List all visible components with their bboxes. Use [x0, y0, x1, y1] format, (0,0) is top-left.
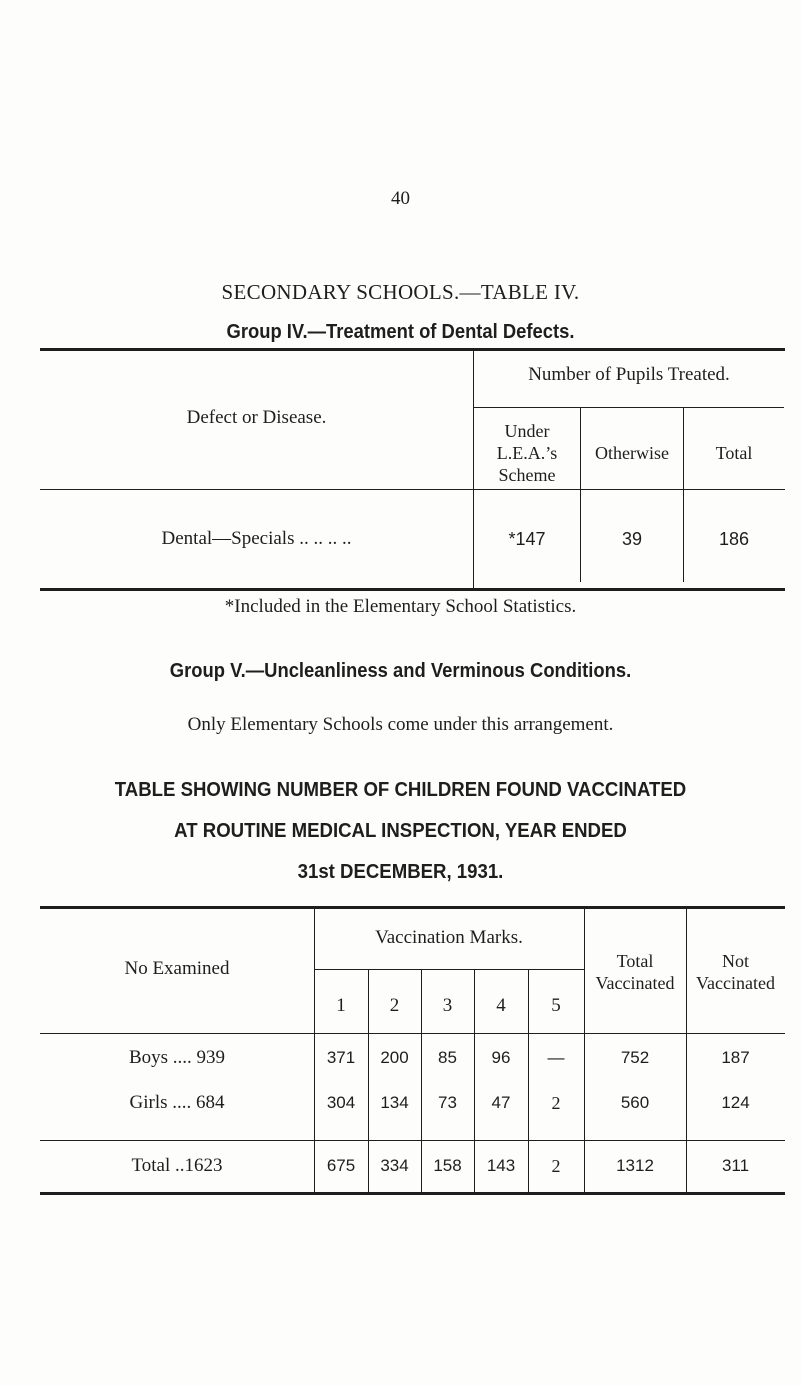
- group-v-note: Only Elementary Schools come under this arrangement.: [187, 714, 614, 735]
- mark-col-4: 4: [496, 995, 506, 1016]
- table-iv-top-rule: [40, 348, 785, 351]
- col-otherwise-header: Otherwise: [595, 443, 669, 463]
- cell: 143: [486, 1156, 516, 1175]
- cell: 96: [491, 1048, 511, 1067]
- cell: 124: [721, 1093, 750, 1112]
- group-v-heading: Group V.—Uncleanliness and Verminous Conditions.: [169, 660, 632, 682]
- cell: 2: [551, 1156, 561, 1176]
- table-iv-divider: [683, 408, 684, 582]
- table-iv-bottom-rule: [40, 588, 785, 591]
- defect-header: Defect or Disease.: [186, 407, 327, 428]
- header-not-vaccinated: Not Vaccinated: [696, 951, 775, 993]
- row-label: Total ..1623: [131, 1155, 223, 1176]
- vaccination-bottom-rule: [40, 1192, 785, 1195]
- mark-col-2: 2: [389, 995, 400, 1016]
- cell: 200: [380, 1048, 409, 1067]
- table-iv-header-rule: [40, 489, 785, 490]
- cell: 371: [326, 1048, 356, 1067]
- mark-col-5: 5: [551, 995, 561, 1016]
- cell: 73: [438, 1093, 457, 1112]
- table-iv-subheader-rule: [474, 407, 784, 408]
- header-total-vaccinated: Total Vaccinated: [595, 951, 675, 993]
- vaccination-header-rule: [40, 1033, 785, 1034]
- cell: 2: [551, 1093, 561, 1113]
- vaccination-heading-line-1: TABLE SHOWING NUMBER OF CHILDREN FOUND VACCINATED: [114, 779, 687, 801]
- header-examined: No Examined: [124, 958, 230, 979]
- cell: 334: [380, 1156, 409, 1175]
- row-label: Girls .... 684: [129, 1092, 225, 1113]
- cell: 752: [620, 1048, 650, 1067]
- col-total-header: Total: [715, 443, 753, 463]
- row-value-under: *147: [508, 529, 546, 549]
- vaccination-heading-line-3: 31st DECEMBER, 1931.: [297, 861, 504, 883]
- cell: 134: [380, 1093, 409, 1112]
- table-iv-subheading: Group IV.—Treatment of Dental Defects.: [226, 321, 575, 343]
- table-iv-divider: [580, 408, 581, 582]
- marks-subheader-rule: [314, 969, 584, 970]
- header-marks: Vaccination Marks.: [375, 927, 523, 948]
- cell: 1312: [616, 1156, 654, 1175]
- cell: 311: [721, 1156, 750, 1175]
- vaccination-top-rule: [40, 906, 785, 909]
- col-under-header: Under L.E.A.’s Scheme: [496, 421, 558, 485]
- row-value-otherwise: 39: [621, 529, 643, 549]
- cell: 85: [438, 1048, 457, 1067]
- cell: 560: [620, 1093, 650, 1112]
- cell: 187: [721, 1048, 750, 1067]
- page-number: 40: [391, 188, 410, 209]
- cell: 158: [433, 1156, 462, 1175]
- vaccination-heading-line-2: AT ROUTINE MEDICAL INSPECTION, YEAR ENDED: [174, 820, 627, 842]
- row-label: Dental—Specials .. .. .. ..: [161, 528, 352, 549]
- footnote: *Included in the Elementary School Statistics.: [224, 596, 577, 617]
- row-value-total: 186: [718, 529, 750, 549]
- table-iv-heading: SECONDARY SCHOOLS.—TABLE IV.: [221, 280, 580, 304]
- row-label: Boys .... 939: [128, 1047, 226, 1068]
- cell: —: [547, 1048, 565, 1067]
- cell: 47: [491, 1093, 511, 1112]
- cell: 304: [326, 1093, 356, 1112]
- vaccination-total-rule: [40, 1140, 785, 1141]
- mark-col-3: 3: [442, 995, 453, 1016]
- cell: 675: [326, 1156, 356, 1175]
- number-header: Number of Pupils Treated.: [528, 364, 730, 385]
- mark-col-1: 1: [336, 995, 346, 1016]
